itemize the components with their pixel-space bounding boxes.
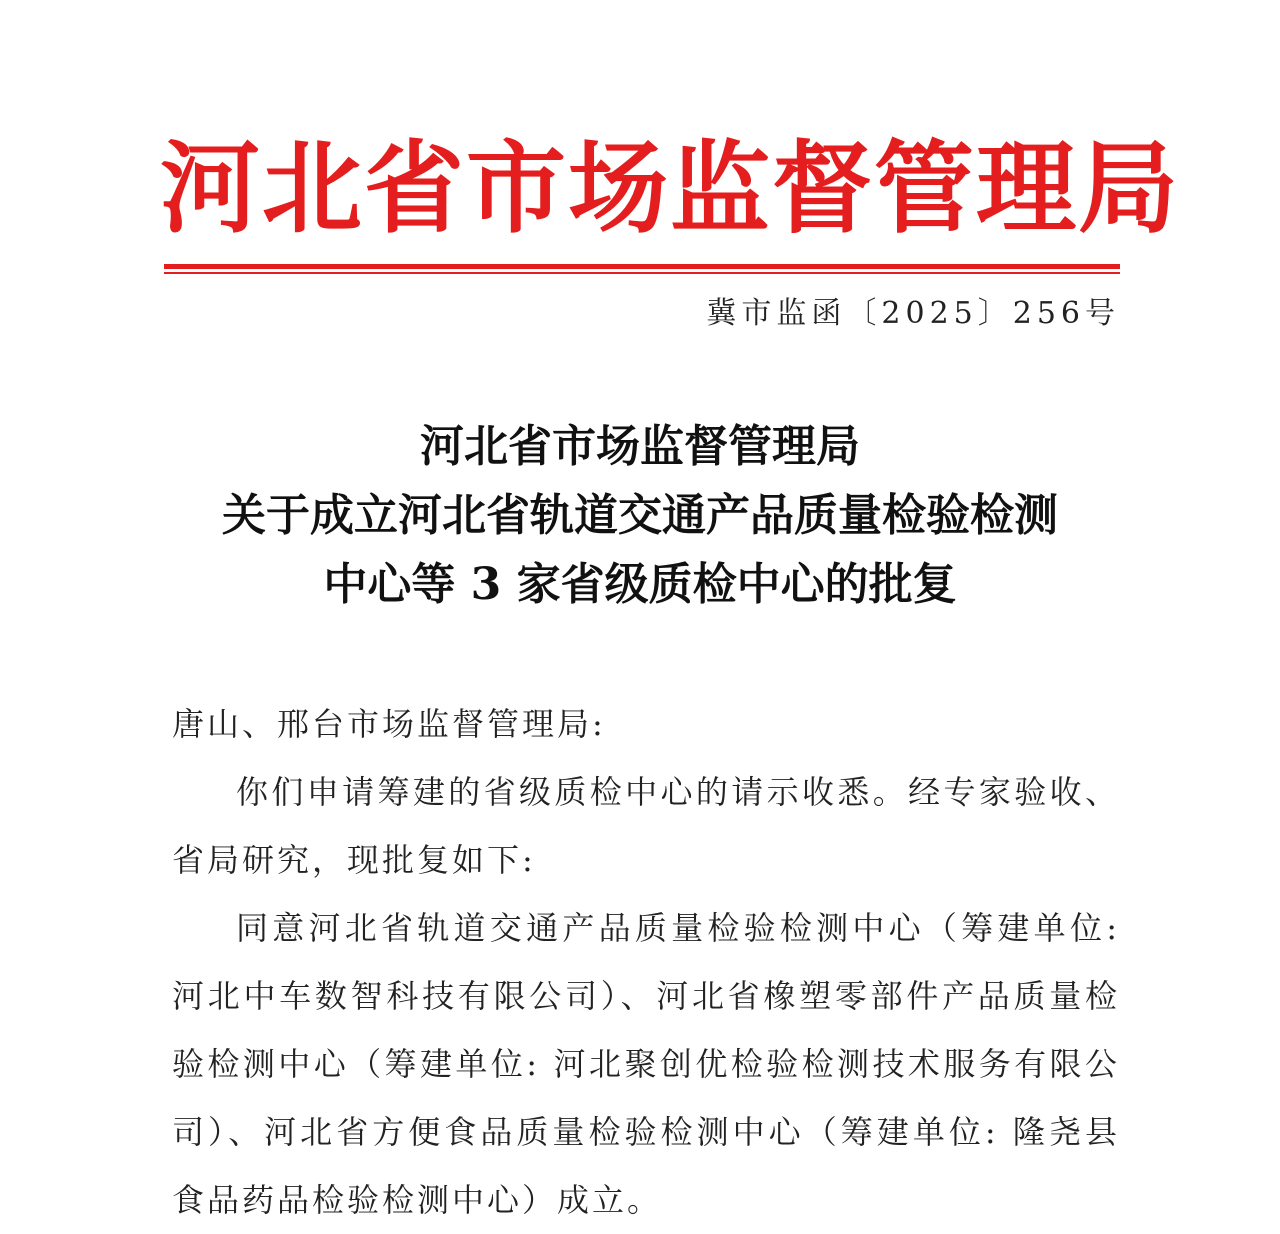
title-line-1: 河北省市场监督管理局 bbox=[420, 421, 860, 472]
salutation: 唐山、邢台市场监督管理局: bbox=[172, 705, 606, 743]
document-body bbox=[172, 690, 1120, 1234]
title-line-2: 关于成立河北省轨道交通产品质量检验检测 bbox=[222, 490, 1058, 541]
red-header-rule-thin bbox=[164, 272, 1120, 274]
body-paragraph-1: 你们申请筹建的省级质检中心的请示收悉。经专家验收、省局研究，现批复如下: bbox=[172, 773, 1120, 879]
red-header-rule bbox=[164, 264, 1120, 269]
document-title bbox=[160, 412, 1120, 619]
issuer-masthead: 河北省市场监督管理局 bbox=[160, 129, 1180, 247]
document-number: 冀市监函〔2025〕256号 bbox=[706, 296, 1120, 331]
title-line-3: 中心等 3 家省级质检中心的批复 bbox=[323, 559, 957, 610]
body-paragraph-2: 同意河北省轨道交通产品质量检验检测中心（筹建单位: 河北中车数智科技有限公司）、河北省橡塑零部件产品质量检验检测中心（筹建单位: 河北聚创优检验检测技术服务有限公司）、河北省方便食品质量检验检测中心（筹建单位: 隆尧县食品药品检验检测中心）成立。 bbox=[172, 909, 1120, 1219]
